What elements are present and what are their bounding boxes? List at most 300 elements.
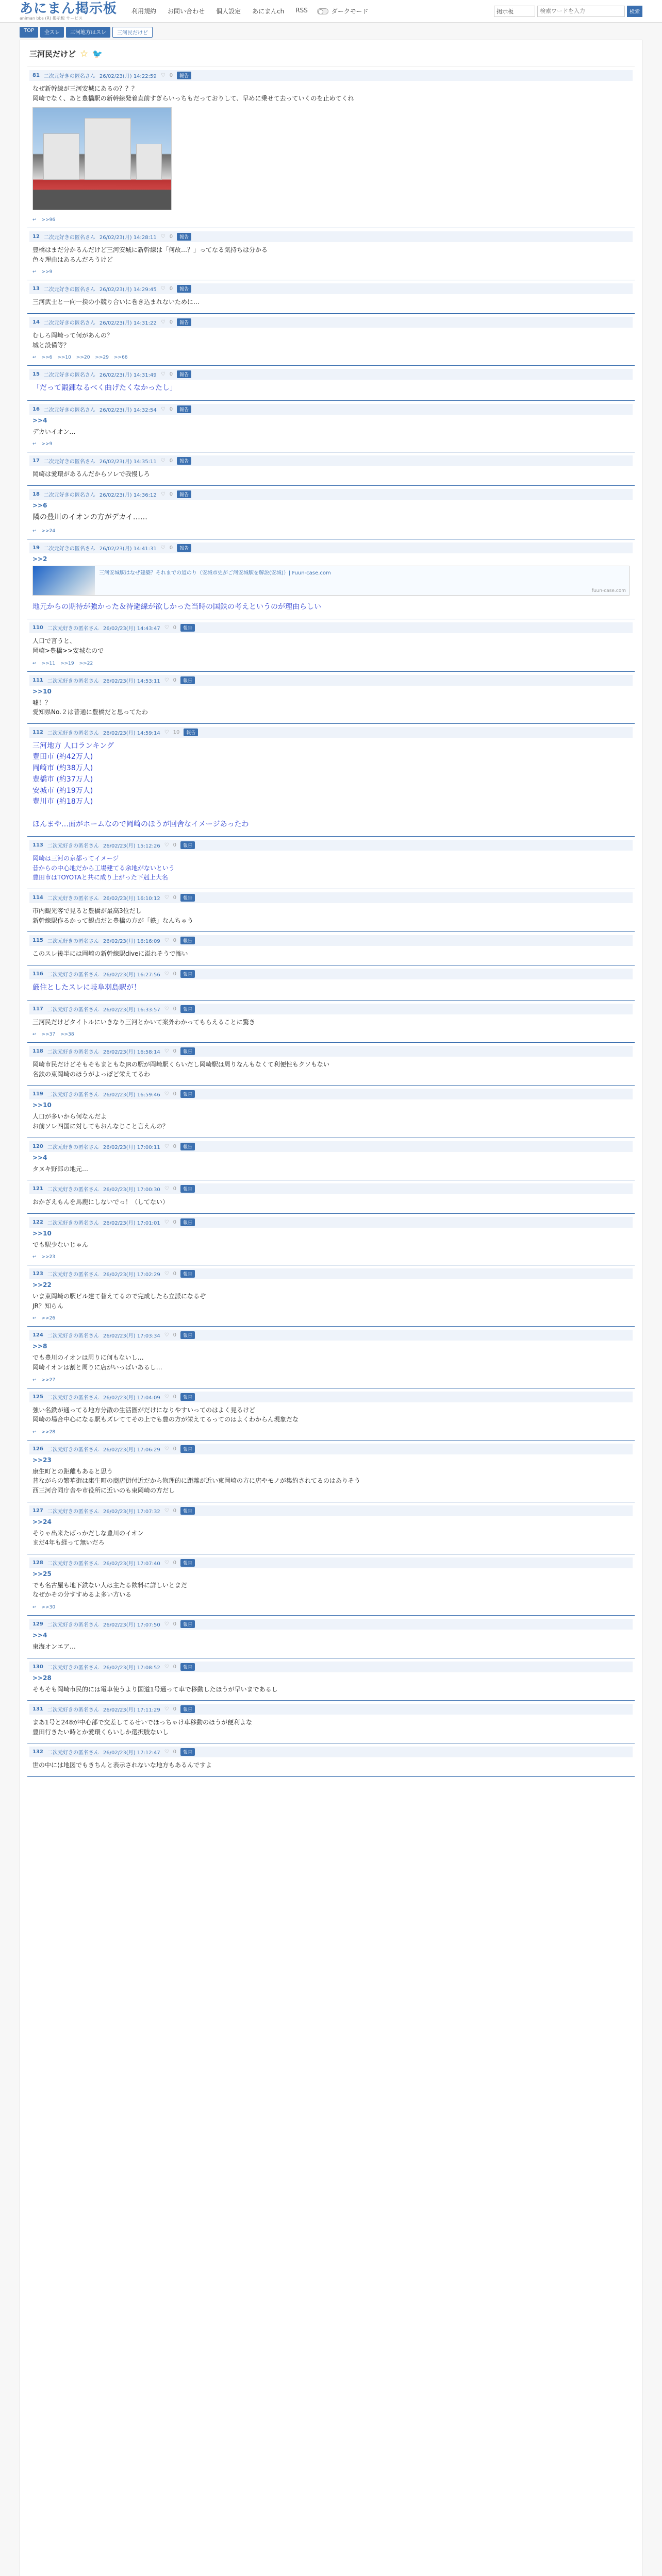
post-header <box>29 1217 633 1228</box>
reply-anchor[interactable]: >>23 <box>32 1456 52 1464</box>
like-count: 0 <box>173 1446 177 1452</box>
like-count: 0 <box>173 895 177 901</box>
like-count: 0 <box>173 1394 177 1400</box>
report-button[interactable]: 報告 <box>177 72 191 79</box>
post-date: 26/02/23(月) 16:33:57 <box>103 1007 160 1013</box>
post-body: 世の中には地図でもきちんと表示されないな地方もあるんですよ <box>32 1761 212 1769</box>
post-number[interactable]: 123 <box>32 1271 43 1277</box>
post-date: 26/02/23(月) 16:27:56 <box>103 972 160 978</box>
post-date: 26/02/23(月) 17:07:50 <box>103 1622 160 1628</box>
report-button[interactable]: 報告 <box>177 285 191 293</box>
post-header <box>29 1662 633 1672</box>
post-header <box>29 1046 633 1057</box>
post-date: 26/02/23(月) 14:31:22 <box>99 320 157 326</box>
poster-name: 二次元好きの匿名さん <box>47 1187 99 1193</box>
post-body: 嘘！？ 愛知県No.２は普通に豊橋だと思ってたわ <box>32 699 148 716</box>
like-count: 0 <box>173 1006 177 1012</box>
post-item <box>27 1086 635 1138</box>
crumb-category[interactable]: 三河地方はスレ <box>66 27 110 38</box>
report-button[interactable]: 報告 <box>180 937 195 944</box>
like-count: 10 <box>173 729 180 735</box>
reply-link[interactable]: >>37 <box>41 1032 56 1038</box>
post-body: 岡崎は三河の京都ってイメージ 昔からの中心地だから工場建てる余地がないという 豊田市はTOYOTAと共に成り上がった下剋上大名 <box>32 855 175 882</box>
report-button[interactable]: 報告 <box>177 405 191 413</box>
reply-anchor[interactable]: >>22 <box>32 1281 52 1289</box>
post-item <box>27 1554 635 1616</box>
post-date: 26/02/23(月) 16:10:12 <box>103 896 160 902</box>
report-button[interactable]: 報告 <box>180 1559 195 1567</box>
like-icon[interactable]: ♡ <box>164 1006 169 1012</box>
post-header <box>29 70 633 81</box>
post-date: 26/02/23(月) 17:07:40 <box>103 1561 160 1567</box>
like-count: 0 <box>169 234 173 240</box>
like-count: 0 <box>173 1560 177 1566</box>
report-button[interactable]: 報告 <box>180 1047 195 1055</box>
reply-link[interactable]: >>22 <box>79 660 93 666</box>
post-date: 26/02/23(月) 17:01:01 <box>103 1220 160 1226</box>
link-thumbnail <box>33 566 95 595</box>
reply-icon: ↩ <box>32 528 37 534</box>
thread-container <box>20 40 642 2576</box>
like-count: 0 <box>169 545 173 551</box>
post-body: デカいイオン… <box>32 428 76 435</box>
post-number[interactable]: 18 <box>32 492 40 498</box>
report-button[interactable]: 報告 <box>180 1507 195 1515</box>
like-count: 0 <box>169 371 173 378</box>
like-count: 0 <box>169 406 173 412</box>
post-number[interactable]: 118 <box>32 1048 43 1055</box>
reply-link[interactable]: >>96 <box>41 217 56 223</box>
like-count: 0 <box>173 1621 177 1627</box>
nav-terms[interactable]: 利用規約 <box>131 8 157 15</box>
post-number[interactable]: 126 <box>32 1446 43 1452</box>
report-button[interactable]: 報告 <box>177 318 191 326</box>
poster-name: 二次元好きの匿名さん <box>43 235 95 241</box>
like-icon[interactable]: ♡ <box>164 971 169 977</box>
post-number[interactable]: 111 <box>32 677 43 683</box>
post-date: 26/02/23(月) 16:58:14 <box>103 1049 160 1056</box>
search-input[interactable] <box>537 6 625 17</box>
reply-anchor[interactable]: >>28 <box>32 1674 52 1682</box>
like-icon[interactable]: ♡ <box>160 545 166 551</box>
poster-name: 二次元好きの匿名さん <box>43 459 95 465</box>
post-body: いま東岡崎の駅ビル建て替えてるので完成したら立派になるぞ JR？知らん <box>32 1293 206 1310</box>
post-number[interactable]: 81 <box>32 73 40 78</box>
reply-anchor[interactable]: >>6 <box>32 502 47 510</box>
report-button[interactable]: 報告 <box>180 1748 195 1756</box>
post-number[interactable]: 19 <box>32 545 40 551</box>
post-number[interactable]: 16 <box>32 406 40 412</box>
reply-link[interactable]: >>26 <box>41 1316 56 1321</box>
report-button[interactable]: 報告 <box>180 1663 195 1671</box>
post-number[interactable]: 129 <box>32 1621 43 1627</box>
reply-link[interactable]: >>10 <box>57 355 71 361</box>
like-count: 0 <box>173 842 177 849</box>
post-image[interactable] <box>32 107 172 210</box>
post-number[interactable]: 125 <box>32 1394 43 1400</box>
post-item <box>27 1043 635 1086</box>
link-title[interactable]: 三河安城駅はなぜ建築？それまでの道のり（安城市史がご河安城駅を解説(安城)）| Fuun-case.com <box>99 570 331 576</box>
post-header <box>29 1141 633 1152</box>
reply-anchor[interactable]: >>10 <box>32 1101 52 1109</box>
post-date: 26/02/23(月) 17:02:29 <box>103 1272 160 1278</box>
post-header <box>29 1557 633 1568</box>
poster-name: 二次元好きの匿名さん <box>47 1707 99 1714</box>
post-item <box>27 1265 635 1327</box>
post-header <box>29 455 633 466</box>
reply-anchor[interactable]: >>8 <box>32 1343 47 1350</box>
report-button[interactable]: 報告 <box>180 1218 195 1226</box>
post-date: 26/02/23(月) 17:04:09 <box>103 1395 160 1401</box>
poster-name: 二次元好きの匿名さん <box>47 1622 99 1628</box>
report-button[interactable]: 報告 <box>184 728 198 736</box>
post-item <box>27 401 635 453</box>
poster-name: 二次元好きの匿名さん <box>47 1665 99 1671</box>
like-icon[interactable]: ♡ <box>164 1507 169 1514</box>
like-count: 0 <box>173 1332 177 1338</box>
reply-links <box>29 265 633 275</box>
report-button[interactable]: 報告 <box>180 1005 195 1013</box>
post-header <box>29 1392 633 1402</box>
poster-name: 二次元好きの匿名さん <box>47 939 99 945</box>
report-button[interactable]: 報告 <box>177 490 191 498</box>
search-button[interactable]: 検索 <box>627 6 642 17</box>
post-number[interactable]: 122 <box>32 1219 43 1225</box>
post-date: 26/02/23(月) 14:22:59 <box>99 74 157 79</box>
post-number[interactable]: 17 <box>32 458 40 464</box>
post-header <box>29 317 633 328</box>
report-button[interactable]: 報告 <box>180 1270 195 1278</box>
logo-text: あにまん掲示板 <box>20 1 118 16</box>
reply-link[interactable]: >>20 <box>76 355 90 361</box>
post-header <box>29 231 633 242</box>
like-icon[interactable]: ♡ <box>164 729 169 735</box>
post-body: むしろ岡崎って何があんの？ 城と設備等？ <box>32 331 113 349</box>
post-header <box>29 1619 633 1630</box>
twitter-icon[interactable]: 🐦 <box>92 49 103 59</box>
search-bar <box>494 6 642 17</box>
post-header <box>29 892 633 903</box>
reply-icon: ↩ <box>32 355 37 361</box>
post-body: 東海オンエア… <box>32 1643 76 1650</box>
like-icon[interactable]: ♡ <box>160 406 166 412</box>
star-icon[interactable]: ☆ <box>80 48 89 59</box>
post-header <box>29 675 633 686</box>
like-count: 0 <box>173 1706 177 1713</box>
poster-name: 二次元好きの匿名さん <box>47 1144 99 1150</box>
post-number[interactable]: 116 <box>32 971 43 977</box>
post-header <box>29 727 633 738</box>
post-number[interactable]: 127 <box>32 1507 43 1514</box>
post-date: 26/02/23(月) 14:31:49 <box>99 372 157 379</box>
post-item <box>27 889 635 932</box>
like-icon[interactable]: ♡ <box>164 625 169 631</box>
link-info <box>95 566 629 595</box>
like-count: 0 <box>173 1091 177 1097</box>
nav-rss[interactable]: RSS <box>295 7 308 14</box>
poster-name: 二次元好きの匿名さん <box>47 678 99 684</box>
post-item <box>27 280 635 314</box>
post-header <box>29 1004 633 1014</box>
nav-settings[interactable]: 個人設定 <box>216 8 241 15</box>
like-icon[interactable]: ♡ <box>160 234 166 240</box>
like-icon[interactable]: ♡ <box>164 895 169 901</box>
post-header <box>29 543 633 553</box>
post-number[interactable]: 120 <box>32 1143 43 1149</box>
reply-link[interactable]: >>29 <box>95 355 109 361</box>
reply-link[interactable]: >>23 <box>41 1255 56 1260</box>
post-header <box>29 969 633 979</box>
reply-icon: ↩ <box>32 1316 37 1321</box>
post-body: 岡崎市民だけどそもそもまともなJRの駅が岡崎駅くらいだし岡崎駅は周りなんもなくて利便性もクソもない 名鉄の東岡崎のほうがよっぽど栄えてるわ <box>32 1061 329 1078</box>
like-icon[interactable]: ♡ <box>164 1621 169 1627</box>
like-count: 0 <box>173 971 177 977</box>
post-number[interactable]: 12 <box>32 234 40 240</box>
nav-animanch[interactable]: あにまんch <box>252 8 285 15</box>
post-body: 隣の豊川のイオンの方がデカイ…… <box>32 513 147 522</box>
report-button[interactable]: 報告 <box>177 457 191 465</box>
reply-anchor[interactable]: >>10 <box>32 687 52 695</box>
post-body: 豊橋はまだ分かるんだけど三河安城に新幹線は「何故…？」ってなる気持ちは分かる 色々理由はあるんだろうけど <box>32 246 268 263</box>
post-number[interactable]: 117 <box>32 1006 43 1012</box>
post-body: そりゃ出来たばっかだしな豊川のイオン まだ4年も経って無いだろ <box>32 1529 144 1547</box>
reply-link[interactable]: >>6 <box>41 355 53 361</box>
like-icon[interactable]: ♡ <box>160 371 166 378</box>
post-number[interactable]: 13 <box>32 286 40 292</box>
post-date: 26/02/23(月) 17:07:32 <box>103 1509 160 1515</box>
reply-anchor[interactable]: >>25 <box>32 1570 52 1578</box>
post-header <box>29 840 633 851</box>
like-count: 0 <box>173 1749 177 1755</box>
post-date: 26/02/23(月) 17:00:30 <box>103 1187 160 1193</box>
reply-link[interactable]: >>30 <box>41 1605 56 1610</box>
post-number[interactable]: 130 <box>32 1664 43 1670</box>
like-count: 0 <box>173 677 177 683</box>
post-header <box>29 1089 633 1099</box>
post-header <box>29 1747 633 1757</box>
like-icon[interactable]: ♡ <box>164 938 169 944</box>
like-icon[interactable]: ♡ <box>164 1749 169 1755</box>
like-icon[interactable]: ♡ <box>164 1394 169 1400</box>
post-number[interactable]: 132 <box>32 1749 43 1755</box>
report-button[interactable]: 報告 <box>180 1185 195 1193</box>
post-date: 26/02/23(月) 14:53:11 <box>103 678 160 684</box>
poster-name: 二次元好きの匿名さん <box>47 1049 99 1056</box>
crumb-top[interactable]: TOP <box>20 27 38 38</box>
reply-links <box>29 1312 633 1321</box>
reply-anchor[interactable]: >>24 <box>32 1518 52 1526</box>
reply-link[interactable]: >>19 <box>60 660 74 666</box>
site-logo[interactable] <box>20 2 117 21</box>
post-item <box>27 1701 635 1743</box>
post-date: 26/02/23(月) 14:35:11 <box>99 459 157 465</box>
top-nav <box>131 7 308 15</box>
post-item <box>27 1180 635 1214</box>
post-number[interactable]: 110 <box>32 625 43 631</box>
post-number[interactable]: 112 <box>32 729 43 735</box>
report-button[interactable]: 報告 <box>177 370 191 378</box>
report-button[interactable]: 報告 <box>180 624 195 632</box>
post-body: タヌキ野郎の地元… <box>32 1165 89 1173</box>
reply-icon: ↩ <box>32 269 37 275</box>
like-count: 0 <box>173 625 177 631</box>
poster-name: 二次元好きの匿名さん <box>43 493 95 499</box>
report-button[interactable]: 報告 <box>180 676 195 684</box>
report-button[interactable]: 報告 <box>180 894 195 902</box>
report-button[interactable]: 報告 <box>180 1705 195 1713</box>
like-icon[interactable]: ♡ <box>160 286 166 292</box>
toggle-switch[interactable] <box>317 8 328 14</box>
report-button[interactable]: 報告 <box>180 970 195 978</box>
post-date: 26/02/23(月) 14:29:45 <box>99 287 157 293</box>
like-icon[interactable]: ♡ <box>164 1186 169 1192</box>
post-body: まあ1号と248が中心部で交差してるせいでほっちゃけ車移動のほうが便利よな 豊田行きたい時とか愛環くらいしか選択肢ないし <box>32 1719 253 1736</box>
reply-link[interactable]: >>24 <box>41 528 56 534</box>
like-icon[interactable]: ♡ <box>164 1271 169 1277</box>
post-body: 地元からの期待が強かった＆待避線が欲しかった当時の国鉄の考えというのが理由らしい <box>32 602 321 611</box>
post-item <box>27 452 635 486</box>
post-header <box>29 1268 633 1279</box>
report-button[interactable]: 報告 <box>180 1445 195 1453</box>
reply-icon: ↩ <box>32 1032 37 1038</box>
crumb-all-threads[interactable]: 全スレ <box>40 27 64 38</box>
reply-icon: ↩ <box>32 660 37 666</box>
like-icon[interactable]: ♡ <box>160 458 166 464</box>
poster-name: 二次元好きの匿名さん <box>47 1092 99 1098</box>
post-body: でも駅少ないじゃん <box>32 1241 89 1248</box>
reply-link[interactable]: >>27 <box>41 1377 56 1383</box>
like-count: 0 <box>169 458 173 464</box>
poster-name: 二次元好きの匿名さん <box>47 1561 99 1567</box>
link-domain: fuun-case.com <box>591 588 626 594</box>
like-icon[interactable]: ♡ <box>164 1091 169 1097</box>
report-button[interactable]: 報告 <box>180 1393 195 1401</box>
link-preview-card[interactable] <box>32 566 630 596</box>
report-button[interactable]: 報告 <box>180 1090 195 1098</box>
post-number[interactable]: 113 <box>32 842 43 849</box>
reply-links <box>29 1028 633 1037</box>
reply-link[interactable]: >>28 <box>41 1429 56 1435</box>
like-icon[interactable]: ♡ <box>164 842 169 849</box>
post-body: このスレ後半には岡崎の新幹線駅diveに溢れそうで怖い <box>32 950 188 958</box>
report-button[interactable]: 報告 <box>180 1620 195 1628</box>
post-number[interactable]: 14 <box>32 319 40 325</box>
report-button[interactable]: 報告 <box>180 1331 195 1339</box>
post-number[interactable]: 15 <box>32 371 40 378</box>
poster-name: 二次元好きの匿名さん <box>47 1007 99 1013</box>
post-body: 「だって鍛錬なるべく曲げたくなかったし」 <box>32 384 177 393</box>
report-button[interactable]: 報告 <box>177 544 191 552</box>
report-button[interactable]: 報告 <box>180 1143 195 1150</box>
dark-mode-toggle[interactable] <box>317 7 369 15</box>
like-icon[interactable]: ♡ <box>164 1332 169 1338</box>
reply-link[interactable]: >>9 <box>41 442 53 447</box>
reply-anchor[interactable]: >>10 <box>32 1229 52 1237</box>
reply-anchor[interactable]: >>4 <box>32 1154 47 1161</box>
post-item <box>27 672 635 724</box>
search-scope-select[interactable]: 掲示板 <box>494 6 535 17</box>
post-list <box>27 67 635 1777</box>
like-icon[interactable]: ♡ <box>164 1219 169 1225</box>
post-body: 市内観光客で見ると豊橋が最高3位だし 新幹線駅作るかって観点だと豊橋の方が「鉄」なんちゃう <box>32 907 194 924</box>
post-item <box>27 724 635 837</box>
post-header <box>29 283 633 294</box>
post-header <box>29 935 633 946</box>
reply-anchor[interactable]: >>2 <box>32 555 47 563</box>
post-item <box>27 1138 635 1181</box>
post-date: 26/02/23(月) 14:43:47 <box>103 626 160 632</box>
post-date: 26/02/23(月) 17:00:11 <box>103 1144 160 1150</box>
post-date: 26/02/23(月) 14:59:14 <box>103 730 160 736</box>
reply-links <box>29 1374 633 1383</box>
like-count: 0 <box>173 1186 177 1192</box>
crumb-current: 三河民だけど <box>112 27 153 38</box>
like-icon[interactable]: ♡ <box>160 319 166 325</box>
reply-link[interactable]: >>38 <box>60 1032 74 1038</box>
reply-link[interactable]: >>11 <box>41 660 56 666</box>
poster-name: 二次元好きの匿名さん <box>47 1509 99 1515</box>
post-body: でも豊川のイオンは周りに何もないし… 岡崎イオンは割と周りに店がいっぱいあるし… <box>32 1354 162 1371</box>
like-icon[interactable]: ♡ <box>164 1706 169 1713</box>
poster-name: 二次元好きの匿名さん <box>47 730 99 736</box>
post-number[interactable]: 114 <box>32 895 43 901</box>
breadcrumb <box>0 23 662 40</box>
post-number[interactable]: 115 <box>32 938 43 944</box>
like-icon[interactable]: ♡ <box>164 1143 169 1149</box>
report-button[interactable]: 報告 <box>177 233 191 241</box>
like-count: 0 <box>173 1143 177 1149</box>
like-icon[interactable]: ♡ <box>164 1446 169 1452</box>
like-icon[interactable]: ♡ <box>160 492 166 498</box>
like-icon[interactable]: ♡ <box>164 1664 169 1670</box>
post-item <box>27 1616 635 1658</box>
report-button[interactable]: 報告 <box>180 841 195 849</box>
reply-icon: ↩ <box>32 217 37 223</box>
like-count: 0 <box>173 1048 177 1055</box>
post-number[interactable]: 119 <box>32 1091 43 1097</box>
post-date: 26/02/23(月) 16:16:09 <box>103 939 160 945</box>
like-icon[interactable]: ♡ <box>164 1048 169 1055</box>
like-icon[interactable]: ♡ <box>164 677 169 683</box>
post-number[interactable]: 128 <box>32 1560 43 1566</box>
like-icon[interactable]: ♡ <box>164 1560 169 1566</box>
post-body: そもそも岡崎市民的には電車使うより国道1号通って車で移動したほうが早いまであるし <box>32 1685 278 1693</box>
post-date: 26/02/23(月) 17:06:29 <box>103 1447 160 1453</box>
post-number[interactable]: 131 <box>32 1706 43 1713</box>
like-count: 0 <box>173 938 177 944</box>
like-count: 0 <box>169 73 173 78</box>
post-date: 26/02/23(月) 14:36:12 <box>99 493 157 499</box>
reply-link[interactable]: >>66 <box>114 355 128 361</box>
post-item <box>27 965 635 1001</box>
reply-anchor[interactable]: >>4 <box>32 1632 47 1639</box>
like-count: 0 <box>173 1507 177 1514</box>
like-icon[interactable]: ♡ <box>160 73 166 78</box>
post-number[interactable]: 121 <box>32 1186 43 1192</box>
poster-name: 二次元好きの匿名さん <box>47 972 99 978</box>
like-count: 0 <box>173 1664 177 1670</box>
poster-name: 二次元好きの匿名さん <box>47 1333 99 1340</box>
reply-links <box>29 213 633 223</box>
reply-link[interactable]: >>9 <box>41 269 53 275</box>
post-date: 26/02/23(月) 17:11:29 <box>103 1707 160 1714</box>
like-count: 0 <box>169 492 173 498</box>
post-number[interactable]: 124 <box>32 1332 43 1338</box>
reply-anchor[interactable]: >>4 <box>32 416 47 424</box>
like-count: 0 <box>173 1219 177 1225</box>
logo-subtitle: animan bbs (R) 掲示板 サービス <box>20 15 83 21</box>
nav-contact[interactable]: お問い合わせ <box>168 8 205 15</box>
